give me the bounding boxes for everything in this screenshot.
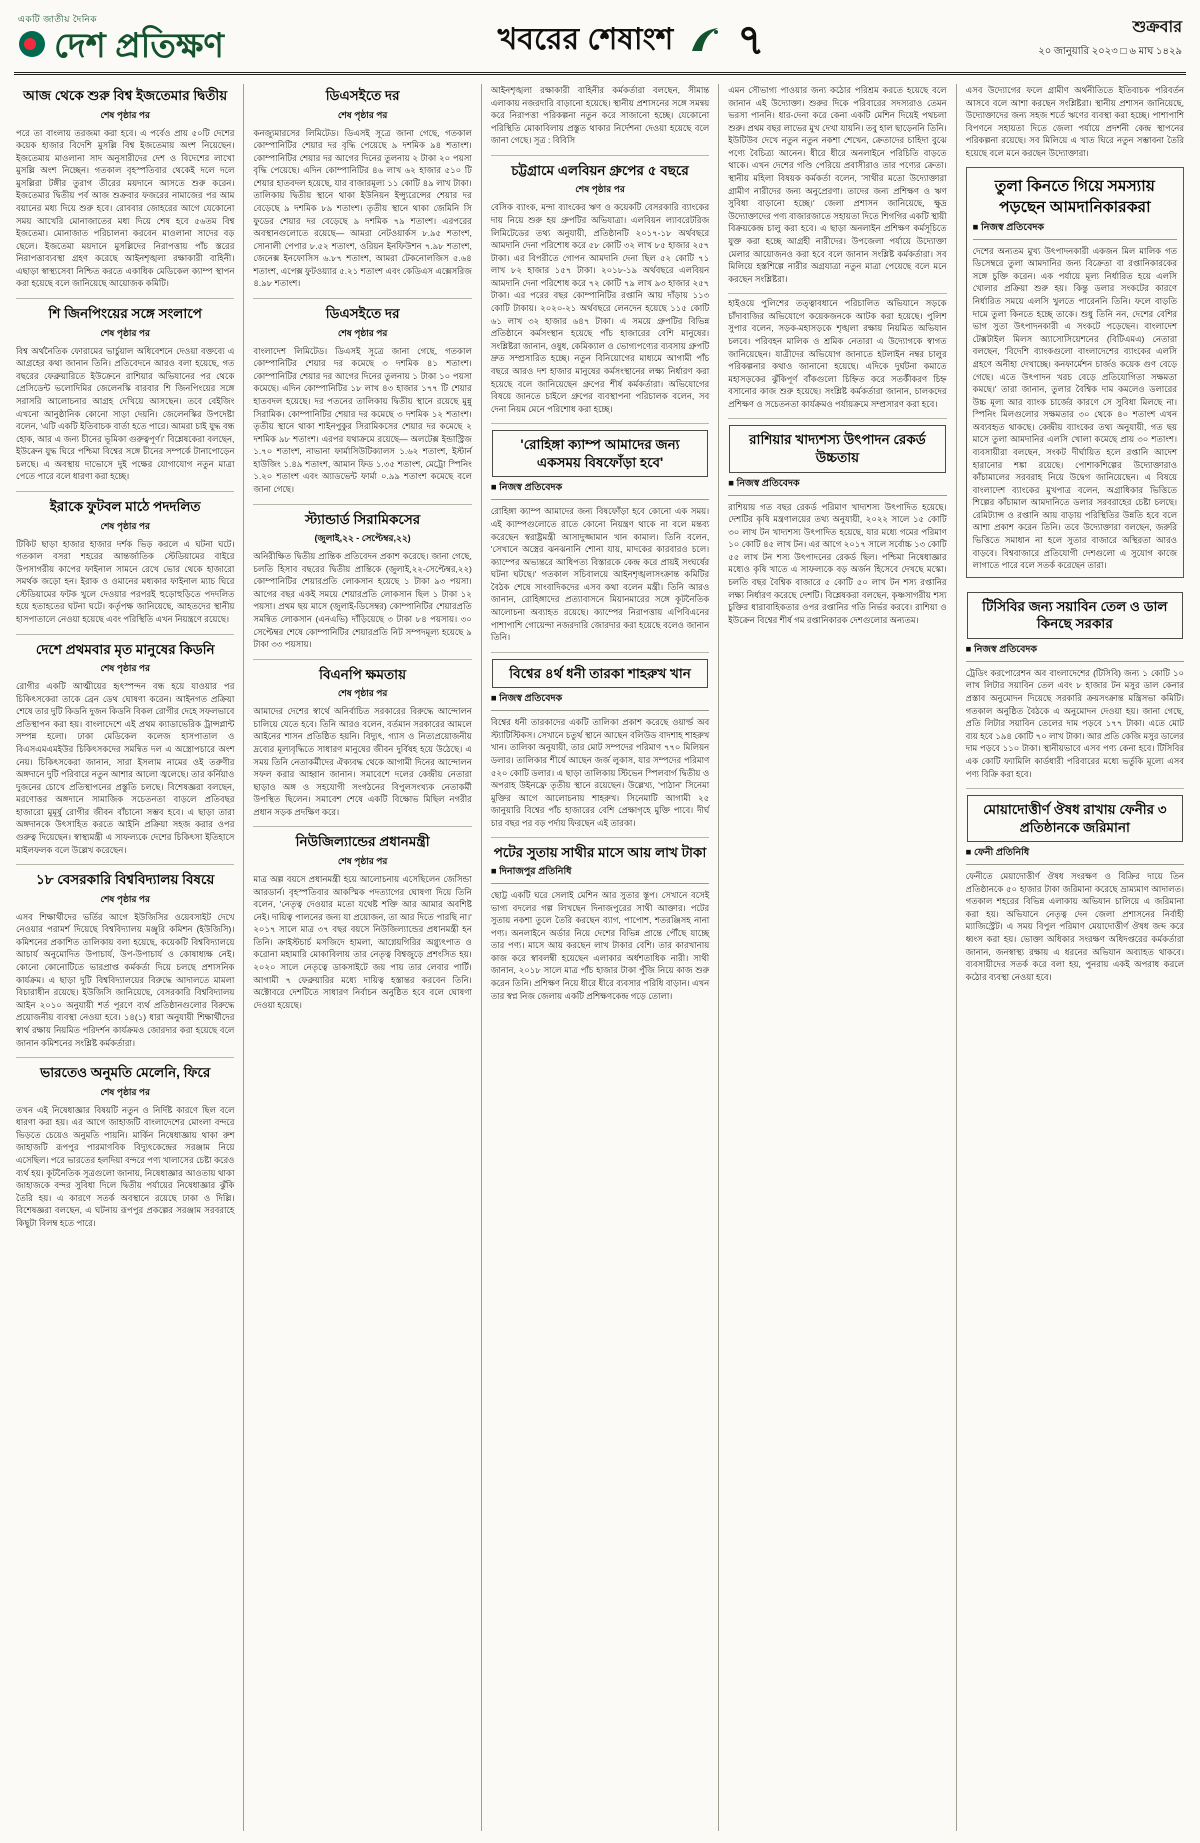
masthead-brand (18, 12, 224, 63)
article-body: হাইওয়ে পুলিশের তত্ত্বাবধানে পরিচালিত অভিযানে সড়কে চাঁদাবাজির অভিযোগে কয়েকজনকে আটক করা হয়েছে। পুলিশ সুপার বলেন, সড়ক-মহাসড়কে শৃঙ্খলা রক্ষায় নিয়মিত অভিযান চলবে। পরিবহন মালিক ও শ্রমিক নেতারা এ উদ্যোগকে স্বাগত জানিয়েছেন। যাত্রীদের অভিযোগ জানাতে হটলাইন নম্বর চালুর পরিকল্পনার কথাও জানানো হয়েছে। এদিকে দুর্ঘটনা কমাতে মহাসড়কের ঝুঁকিপূর্ণ বাঁকগুলো চিহ্নিত করে সতর্কীকরণ চিহ্ন বসানোর কাজ শুরু হয়েছে। সংশ্লিষ্ট কর্মকর্তারা জানান, চালকদের প্রশিক্ষণ ও সচেতনতা কার্যক্রমও পর্যায়ক্রমে সম্প্রসারণ করা হবে। (728, 298, 947, 409)
article-continued-byline: শেষ পৃষ্ঠার পর (337, 856, 388, 867)
article (491, 652, 709, 830)
column-4 (718, 84, 955, 1831)
article-continued-byline: শেষ পৃষ্ঠার পর (100, 1086, 150, 1097)
article-body: এসব শিক্ষার্থীদের ভর্তির আগে ইউজিসির ওয়েবসাইট দেখে নেওয়ার পরামর্শ দিয়েছে বিশ্ববিদ্যালয় মঞ্জুরি কমিশন (ইউজিসি)। কমিশনের প্রকাশিত তালিকায় বলা হয়েছে, কয়েকটি বিশ্ববিদ্যালয়ে আচার্য অনুমোদিত উপাচার্য, উপ-উপাচার্য ও কোষাধ্যক্ষ নেই। কোনো কোনোটিতে ভারপ্রাপ্ত কর্মকর্তা দিয়ে চলছে প্রশাসনিক কার্যক্রম। এ ছাড়া দুটি বিশ্ববিদ্যালয়ের বিরুদ্ধে আদালতে মামলা বিচারাধীন রয়েছে। ইউজিসি জানিয়েছে, বেসরকারি বিশ্ববিদ্যালয় আইন ২০১০ অনুযায়ী শর্ত পূরণে ব্যর্থ প্রতিষ্ঠানগুলোর বিরুদ্ধে প্রয়োজনীয় ব্যবস্থা নেওয়া হবে। ১৪(১) ধারা অনুযায়ী শিক্ষার্থীদের স্বার্থ রক্ষায় নিয়মিত পরিদর্শন কার্যক্রমও জোরদার করা হয়েছে বলে জানান কমিশনের সংশ্লিষ্ট কর্মকর্তারা। (16, 911, 235, 1048)
article-headline: বিএনপি ক্ষমতায় (319, 666, 407, 682)
article (491, 155, 709, 415)
article-headline: তুলা কিনতে গিয়ে সমস্যায় পড়ছেন আমদানিকারকরা (994, 178, 1155, 216)
article-body: রোগীর একটি আত্মীয়ের হৃৎস্পন্দন বন্ধ হয়ে যাওয়ার পর চিকিৎসকেরা তাকে ব্রেন ডেথ ঘোষণা করেন। আইনগত প্রক্রিয়া শেষে তার দুটি কিডনি দুজন কিডনি বিকল রোগীর দেহে সফলভাবে প্রতিস্থাপন করা হয়। বাংলাদেশে এই প্রথম ক্যাডাভেরিক ট্রান্সপ্লান্ট সম্পন্ন হলো। ঢাকা মেডিকেল কলেজ হাসপাতাল ও বিএসএমএমইউর চিকিৎসকদের সমন্বিত দল এ অস্ত্রোপচারে অংশ নেয়। চিকিৎসকেরা জানান, সারা ইসলাম নামের ওই তরুণীর অঙ্গদানে দুটি পরিবারে নতুন আশার আলো জ্বলেছে। তার কর্নিয়াও দুজনের চোখে প্রতিস্থাপনের প্রস্তুতি চলছে। বিশেষজ্ঞরা বলছেন, মরণোত্তর অঙ্গদানে সামাজিক সচেতনতা বাড়লে প্রতিবছর হাজারো মুমূর্ষু রোগীর জীবন বাঁচানো সম্ভব হবে। এ ছাড়া তারা অঙ্গদানকে উৎসাহিত করতে আইনি প্রক্রিয়া সহজ করার ওপর গুরুত্ব দিয়েছেন। স্বাস্থ্যমন্ত্রী এ সাফল্যকে দেশের চিকিৎসা ইতিহাসে মাইলফলক বলে উল্লেখ করেছেন। (16, 681, 235, 855)
article-body: পরে তা বাংলায় তরজমা করা হবে। এ পর্বেও প্রায় ৫০টি দেশের কয়েক হাজার বিদেশি মুসল্লি বিশ্ব ইজতেমায় অংশ নিয়েছেন। ইজতেমায় মাওলানা সাদ অনুসারীদের দেশ ও বিদেশের লাখো মুসল্লি অংশ নিচ্ছেন। গতকাল বৃহস্পতিবার থেকেই দলে দলে মুসল্লিরা টঙ্গীর তুরাগ তীরের ময়দানে আসতে শুরু করেন। ইজতেমার দ্বিতীয় পর্ব আজ শুক্রবার ফজরের নামাজের পর আম বয়ানের মধ্য দিয়ে শুরু হবে। রোববার জোহরের আগে যেকোনো সময় আখেরি মোনাজাতের মধ্য দিয়ে শেষ হবে ৫৬তম বিশ্ব ইজতেমা। মোনাজাত পরিচালনা করবেন মাওলানা সাদের বড় ছেলে। ইজতেমা ময়দানে মুসল্লিদের নিরাপত্তায় পাঁচ স্তরের নিরাপত্তাব্যবস্থা গ্রহণ করেছে আইনশৃঙ্খলা রক্ষাকারী বাহিনী। এছাড়া স্বাস্থ্যসেবা নিশ্চিত করতে একাধিক মেডিকেল ক্যাম্প স্থাপন করা হয়েছে বলে জানিয়েছে আয়োজক কমিটি। (16, 127, 235, 289)
article-body: আইনশৃঙ্খলা রক্ষাকারী বাহিনীর কর্মকর্তারা বলছেন, সীমান্ত এলাকায় নজরদারি বাড়ানো হয়েছে। স্থানীয় প্রশাসনের সঙ্গে সমন্বয় করে নিরাপত্তা পরিকল্পনা নতুন করে সাজানো হচ্ছে। যেকোনো পরিস্থিতি মোকাবিলায় প্রস্তুত থাকার নির্দেশনা দেওয়া হয়েছে বলে জানা গেছে। সূত্র : বিবিসি (490, 85, 710, 146)
column-5 (956, 84, 1186, 1831)
article-continued-byline: (জুলাই,২২ - সেপ্টেম্বর,২২) (314, 533, 411, 544)
section-block (497, 16, 765, 63)
article (966, 84, 1184, 159)
article (253, 87, 471, 290)
date-line: ২০ জানুয়ারি ২০২৩ □ ৬ মাঘ ১৪২৯ (1038, 46, 1182, 57)
article (491, 837, 709, 1002)
article-body: দেশের অন্যতম মুখ্য উৎপাদনকারী একজন মিল মালিক গত ডিসেম্বরে তুলা আমদানির জন্য বিক্রেতা বা রপ্তানিকারকের সঙ্গে চুক্তি করেন। এক পর্যায়ে মূল্য নির্ধারিত হয়ে এলসি খোলার প্রক্রিয়া শুরু হয়। কিন্তু ডলার সংকটের কারণে নির্ধারিত সময়ে এলসি খুলতে পারেননি তিনি। ফলে বাড়তি দামে তুলা কিনতে হচ্ছে তাকে। শুধু তিনি নন, দেশের বেশির ভাগ সুতা উৎপাদনকারী এ সংকটে পড়েছেন। বাংলাদেশ টেক্সটাইল মিলস অ্যাসোসিয়েশনের (বিটিএমএ) নেতারা বলছেন, 'বিদেশি ব্যাংকগুলো বাংলাদেশের ব্যাংকের এলসি গ্রহণে অনীহা দেখাচ্ছে। কনফার্মেশন চার্জও কয়েক গুণ বেড়ে গেছে। এতে উৎপাদন খরচ বেড়ে প্রতিযোগিতা সক্ষমতা কমছে।' তারা জানান, তুলার বৈশ্বিক দাম কমলেও ডলারের উচ্চ মূল্য আর ব্যাংক চার্জের কারণে সে সুবিধা মিলছে না। স্পিনিং মিলগুলোর সক্ষমতার ৩০ থেকে ৪০ শতাংশ এখন অব্যবহৃত থাকছে। কেন্দ্রীয় ব্যাংকের তথ্য অনুযায়ী, গত ছয় মাসে তুলা আমদানির এলসি খোলা কমেছে প্রায় ৩০ শতাংশ। ব্যবসায়ীরা বলছেন, সংকট দীর্ঘায়িত হলে রপ্তানি আদেশ হারানোর শঙ্কা রয়েছে। পোশাকশিল্পের উদ্যোক্তারাও কাঁচামালের সরবরাহ নিয়ে উদ্বেগ জানিয়েছেন। এ বিষয়ে বাংলাদেশ ব্যাংকের মুখপাত্র বলেন, অগ্রাধিকার ভিত্তিতে শিল্পের কাঁচামাল আমদানিতে ডলার সরবরাহের চেষ্টা চলছে। রেমিট্যান্স ও রপ্তানি আয় বাড়ায় পরিস্থিতির উন্নতি হবে বলে আশা প্রকাশ করেন তিনি। তবে উদ্যোক্তারা বলছেন, জরুরি ভিত্তিতে সমাধান না হলে সুতার বাজারে অস্থিরতা আরও বাড়বে। বিশ্ববাজারে প্রতিযোগী দেশগুলো এ সুযোগ কাজে লাগাতে পারে বলে সতর্ক করেছেন তারা। (972, 245, 1178, 571)
column-1 (14, 84, 243, 1831)
article (253, 504, 471, 651)
article-continued-byline: শেষ পৃষ্ঠার পর (337, 688, 388, 699)
column-3 (481, 84, 718, 1831)
article-continued-byline: শেষ পৃষ্ঠার পর (100, 663, 150, 674)
article-reporter-byline: ■ নিজস্ব প্রতিবেদক (973, 221, 1177, 240)
article (253, 826, 471, 1011)
article-headline: বিশ্বের ৪র্থ ধনী তারকা শাহরুখ খান (492, 659, 708, 689)
article-reporter-byline: ■ ফেনী প্রতিনিধি (966, 846, 1184, 865)
article-headline: পটের সুতায় সাথীর মাসে আয় লাখ টাকা (493, 845, 707, 861)
article-body: আমাদের দেশের স্বার্থে অনির্বাচিত সরকারের বিরুদ্ধে আন্দোলন চালিয়ে যেতে হবে। তিনি আরও বলেন, বর্তমান সরকারের আমলে আইনের শাসন প্রতিষ্ঠিত হয়নি। বিদ্যুৎ, গ্যাস ও নিত্যপ্রয়োজনীয় দ্রব্যের মূল্যবৃদ্ধিতে সাধারণ মানুষের জীবন দুর্বিষহ হয়ে উঠেছে। এ সময় তিনি নেতাকর্মীদের ঐক্যবদ্ধ থেকে আগামী দিনের আন্দোলন সফল করার আহ্বান জানান। সমাবেশে দলের কেন্দ্রীয় নেতারা ছাড়াও অঙ্গ ও সহযোগী সংগঠনের বিপুলসংখ্যক নেতাকর্মী উপস্থিত ছিলেন। সমাবেশ শেষে একটি বিক্ষোভ মিছিল নগরীর প্রধান সড়ক প্রদক্ষিণ করে। (253, 706, 472, 817)
page-number: ৭ (737, 16, 765, 63)
weekday: শুক্রবার (1132, 19, 1182, 36)
page-header (14, 8, 1186, 75)
article (966, 167, 1184, 577)
article (16, 634, 234, 857)
date-block (1038, 14, 1182, 63)
columns (14, 84, 1186, 1831)
article-body: রাশিয়ায় গত বছর রেকর্ড পরিমাণ খাদ্যশস্য উৎপাদিত হয়েছে। দেশটির কৃষি মন্ত্রণালয়ের তথ্য অনুযায়ী, ২০২২ সালে ১৫ কোটি ৩০ লাখ টন খাদ্যশস্য উৎপাদিত হয়েছে, যার মধ্যে গমের পরিমাণ ১০ কোটি ৪৫ লাখ টন। এর আগে ২০১৭ সালে সর্বোচ্চ ১৩ কোটি ৫৫ লাখ টন শস্য উৎপাদনের রেকর্ড ছিল। পশ্চিমা নিষেধাজ্ঞার মধ্যেও কৃষি খাতে এ সাফল্যকে বড় অর্জন হিসেবে দেখছে মস্কো। চলতি বছর বৈশ্বিক বাজারে ৫ কোটি ৫০ লাখ টন শস্য রপ্তানির লক্ষ্য নির্ধারণ করেছে দেশটি। বিশ্লেষকরা বলছেন, কৃষ্ণসাগরীয় শস্য চুক্তির ধারাবাহিকতার ওপর রপ্তানির গতি নির্ভর করবে। রাশিয়া ও ইউক্রেন বিশ্বের শীর্ষ গম রপ্তানিকারক দেশগুলোর অন্যতম। (728, 501, 947, 625)
article-body: এসব উদ্যোগের ফলে গ্রামীণ অর্থনীতিতে ইতিবাচক পরিবর্তন আসবে বলে আশা করছেন সংশ্লিষ্টরা। স্থানীয় প্রশাসন জানিয়েছে, উদ্যোক্তাদের জন্য সহজ শর্তে ঋণের ব্যবস্থা করা হচ্ছে। পাশাপাশি বিপণনে সহায়তা দিতে জেলা পর্যায়ে প্রদর্শনী কেন্দ্র স্থাপনের পরিকল্পনা রয়েছে। সব মিলিয়ে এ খাত ঘিরে নতুন সম্ভাবনা তৈরি হয়েছে বলে মনে করছেন উদ্যোক্তারা। (965, 85, 1185, 158)
article-headline: চট্টগ্রামে এলবিয়ন গ্রুপের ৫ বছরে (511, 162, 689, 178)
article (728, 418, 946, 626)
article (491, 84, 709, 147)
article-reporter-byline: ■ দিনাজপুর প্রতিনিধি (491, 865, 709, 884)
article-reporter-byline: ■ নিজস্ব প্রতিবেদক (966, 643, 1184, 662)
article-headline: 'রোহিঙ্গা ক্যাম্প আমাদের জন্য একসময় বিষফোঁড়া হবে' (492, 430, 708, 477)
article-headline: ডিএসইতে দর (325, 306, 400, 322)
article-body: বিশ্বের ধনী তারকাদের একটি তালিকা প্রকাশ করেছে ওয়ার্ল্ড অব স্ট্যাটিস্টিকস। সেখানে চতুর্থ স্থানে আছেন বলিউড বাদশাহ শাহরুখ খান। তালিকা অনুযায়ী, তার মোট সম্পদের পরিমাণ ৭৭০ মিলিয়ন ডলার। তালিকার শীর্ষে আছেন জর্জ লুকাস, যার সম্পদের পরিমাণ ৫২০ কোটি ডলার। এ ছাড়া তালিকায় স্টিভেন স্পিলবার্গ দ্বিতীয় ও অপরাহ উইনফ্রে তৃতীয় স্থানে রয়েছেন। উল্লেখ্য, 'পাঠান' সিনেমা মুক্তির আগে আলোচনায় শাহরুখ। সিনেমাটি আগামী ২৫ জানুয়ারি বিশ্বের পাঁচ হাজারের বেশি প্রেক্ষাগৃহে মুক্তি পাবে। দীর্ঘ চার বছর পর বড় পর্দায় ফিরছেন এই তারকা। (490, 717, 710, 828)
article-headline: ভারতেও অনুমতি মেলেনি, ফিরে (40, 1065, 211, 1081)
masthead-tagline: একটি জাতীয় দৈনিক (18, 14, 98, 24)
article-body: এমন সৌভাগ্য পাওয়ার জন্য কঠোর পরিশ্রম করতে হয়েছে বলে জানান এই উদ্যোক্তা। শুরুর দিকে পরিবারের সদস্যরাও তেমন ভরসা পাননি। ধার-দেনা করে কেনা একটি মেশিন দিয়েই পথচলা শুরু। প্রথম বছর লাভের মুখ দেখা যায়নি। তবু হাল ছাড়েননি তিনি। ইউটিউব দেখে নতুন নতুন নকশা শেখেন, ক্রেতাদের চাহিদা বুঝে পণ্যে বৈচিত্র্য আনেন। ধীরে ধীরে অনলাইনে পরিচিতি বাড়তে থাকে। এখন দেশের গণ্ডি পেরিয়ে প্রবাসীরাও তার পণ্যের ক্রেতা। স্থানীয় মহিলা বিষয়ক কর্মকর্তা বলেন, 'সাথীর মতো উদ্যোক্তারা গ্রামীণ নারীদের জন্য অনুপ্রেরণা। তাদের জন্য প্রশিক্ষণ ও ঋণ সুবিধা বাড়ানো হচ্ছে।' জেলা প্রশাসন জানিয়েছে, ক্ষুদ্র উদ্যোক্তাদের পণ্য বাজারজাতে সহায়তা দিতে শিগগির একটি স্থায়ী বিক্রয়কেন্দ্র চালু করা হবে। এ ছাড়া অনলাইন প্রশিক্ষণ কর্মসূচিতে যুক্ত করা হচ্ছে আগ্রহী নারীদের। উপজেলা পর্যায়ে উদ্যোক্তা মেলার আয়োজনও করা হবে বলে জানান সংশ্লিষ্ট কর্মকর্তারা। সব মিলিয়ে হস্তশিল্পে নারীর অগ্রযাত্রা নতুন মাত্রা পেয়েছে বলে মনে করছেন সংশ্লিষ্টরা। (728, 85, 947, 284)
article-headline: শি জিনপিংয়ের সঙ্গে সংলাপে (48, 306, 202, 322)
article-headline: টিসিবির জন্য সয়াবিন তেল ও ডাল কিনছে সরকার (967, 592, 1183, 639)
article-headline: দেশে প্রথমবার মৃত মানুষের কিডনি (35, 641, 215, 657)
article-continued-byline: শেষ পৃষ্ঠার পর (100, 893, 150, 904)
article (16, 298, 234, 483)
flag-logo-icon (18, 30, 46, 63)
article-headline: নিউজিল্যান্ডের প্রধানমন্ত্রী (295, 834, 430, 850)
article-body: বাংলাদেশ লিমিটেড। ডিএসই সূত্রে জানা গেছে, গতকাল কোম্পানিটির শেয়ার দর কমেছে ৩ দশমিক ৪১ শতাংশ। কোম্পানিটির শেয়ার দর আগের দিনের তুলনায় ১ টাকা ১০ পয়সা কমেছে। এদিন কোম্পানিটির ১৮ লাখ ৪৩ হাজার ১৭৭ টি শেয়ার হাতবদল হয়েছে। দর পতনের তালিকায় দ্বিতীয় স্থানে রয়েছে মুন্নু সিরামিক। কোম্পানিটির শেয়ার দর কমেছে ৩ দশমিক ১২ শতাংশ। তৃতীয় স্থানে থাকা শাইনপুকুর সিরামিকসের শেয়ার দর কমেছে ২ দশমিক ৯৮ শতাংশ। এরপর যথাক্রমে রয়েছে— অলটেক্স ইন্ডাস্ট্রিজ ১.৭০ শতাংশ, নাভানা ফার্মাসিউটিক্যালস ১.৬২ শতাংশ, ইস্টার্ন হাউজিং ১.৪৯ শতাংশ, আমান ফিড ১.৩৫ শতাংশ, মেট্রো স্পিনিং ১.২০ শতাংশ এবং অ্যাডভেন্ট ফার্মা ০.৯৯ শতাংশ কমেছে বলে জানা গেছে। (253, 345, 472, 494)
article-body: ছোট্ট একটি ঘরে সেলাই মেশিন আর সুতার স্তূপ। সেখানে বসেই ভাগ্য বদলের গল্প লিখছেন দিনাজপুরের সাথী আক্তার। পটের সুতায় নকশা তুলে তৈরি করছেন ব্যাগ, পাপোশ, শতরঞ্জিসহ নানা পণ্য। অনলাইনে অর্ডার নিয়ে দেশের বিভিন্ন প্রান্তে পৌঁছে যাচ্ছে তার পণ্য। মাসে আয় করছেন লাখ টাকার বেশি। তার কারখানায় কাজ করে স্বাবলম্বী হয়েছেন এলাকার অর্ধশতাধিক নারী। সাথী জানান, ২০১৮ সালে মাত্র পাঁচ হাজার টাকা পুঁজি নিয়ে কাজ শুরু করেন তিনি। প্রশিক্ষণ নিয়ে ধীরে ধীরে ব্যবসার পরিধি বাড়ান। এখন তার স্বপ্ন নিজ জেলায় একটি প্রশিক্ষণকেন্দ্র গড়ে তোলা। (490, 890, 710, 1001)
article-body: রোহিঙ্গা ক্যাম্প আমাদের জন্য বিষফোঁড়া হবে কোনো এক সময়। এই ক্যাম্পগুলোতে রাতে কোনো নিয়ন্ত্রণ থাকে না বলে মন্তব্য করেছেন স্বরাষ্ট্রমন্ত্রী আসাদুজ্জামান খান কামাল। তিনি বলেন, 'সেখানে অস্ত্রের ঝনঝনানি শোনা যায়, মাদকের কারবারও চলে। ক্যাম্পের অভ্যন্তরে আধিপত্য বিস্তারকে কেন্দ্র করে প্রায়ই সংঘর্ষের ঘটনা ঘটছে।' গতকাল সচিবালয়ে আইনশৃঙ্খলাসংক্রান্ত কমিটির বৈঠক শেষে সাংবাদিকদের এসব কথা বলেন মন্ত্রী। তিনি আরও জানান, রোহিঙ্গাদের প্রত্যাবাসনে মিয়ানমারের সঙ্গে কূটনৈতিক আলোচনা অব্যাহত রয়েছে। ক্যাম্পের নিরাপত্তায় এপিবিএনের পাশাপাশি গোয়েন্দা নজরদারি জোরদার করা হয়েছে বলেও জানান তিনি। (490, 506, 710, 643)
article-reporter-byline: ■ নিজস্ব প্রতিবেদক (491, 481, 709, 500)
article-continued-byline: শেষ পৃষ্ঠার পর (100, 327, 150, 338)
masthead-title: দেশ প্রতিক্ষণ (54, 27, 224, 65)
article (491, 423, 709, 643)
article-body: বেসিক ব্যাংক, মন্দা ব্যাংকের ঋণ ও কয়েকটি বেসরকারি ব্যাংকের দায় নিয়ে শুরু হয় গ্রুপটির অভিযাত্রা। এলবিয়ন ল্যাবরেটরিজ লিমিটেডের তথ্য অনুযায়ী, প্রতিষ্ঠানটি ২০১৭-১৮ অর্থবছরে আমদানি দেনা পরিশোধ করে ৫৮ কোটি ৩২ লাখ ৮৫ হাজার ২৫৭ টাকা। এর বিপরীতে গোপন আমদানি দেনা ছিল ৫২ কোটি ৭১ লাখ ৮২ হাজার ১৫৭ টাকা। ২০১৮-১৯ অর্থবছরে এলবিয়ন আমদানি দেনা পরিশোধ করে ৭২ কোটি ৭৯ লাখ ৯৩ হাজার ২৫৭ টাকা। এর পরের বছর কোম্পানিটির রপ্তানি আয় দাঁড়ায় ১১৩ কোটি টাকায়। ২০২০-২১ অর্থবছরে লেনদেন হয়েছে ১১৫ কোটি ৬১ লাখ ৩২ হাজার ৬৪৭ টাকা। এ সময়ে গ্রুপটির বিভিন্ন প্রতিষ্ঠানে কর্মসংস্থান হয়েছে পাঁচ হাজারের বেশি মানুষের। সংশ্লিষ্টরা জানান, ওষুধ, কেমিক্যাল ও ভোগ্যপণ্যের ব্যবসায় গ্রুপটি দ্রুত সম্প্রসারিত হচ্ছে। নতুন বিনিয়োগের মাধ্যমে আগামী পাঁচ বছরে আরও দশ হাজার মানুষের কর্মসংস্থানের লক্ষ্য নির্ধারণ করা হয়েছে বলে জানিয়েছেন গ্রুপের শীর্ষ কর্মকর্তারা। অভিযোগের বিষয়ে জানতে চাইলে গ্রুপের ব্যবস্থাপনা পরিচালক বলেন, সব দেনা নিয়ম মেনে পরিশোধ করা হচ্ছে। (490, 202, 710, 414)
article-reporter-byline: ■ নিজস্ব প্রতিবেদক (491, 692, 709, 711)
article-continued-byline: শেষ পৃষ্ঠার পর (100, 520, 150, 531)
article-body: ফেনীতে মেয়াদোত্তীর্ণ ঔষধ সংরক্ষণ ও বিক্রির দায়ে তিন প্রতিষ্ঠানকে ৫০ হাজার টাকা জরিমানা করেছে ভ্রাম্যমাণ আদালত। গতকাল শহরের বিভিন্ন এলাকায় অভিযান চালিয়ে এ জরিমানা করা হয়। অভিযানে নেতৃত্ব দেন জেলা প্রশাসনের নির্বাহী ম্যাজিস্ট্রেট। এ সময় বিপুল পরিমাণ মেয়াদোত্তীর্ণ ঔষধ জব্দ করে ধ্বংস করা হয়। ভোক্তা অধিকার সংরক্ষণ অধিদপ্তরের কর্মকর্তারা জানান, জনস্বাস্থ্য রক্ষায় এ ধরনের অভিযান অব্যাহত থাকবে। ব্যবসায়ীদের সতর্ক করে বলা হয়, পুনরায় একই অপরাধ করলে কঠোর ব্যবস্থা নেওয়া হবে। (965, 871, 1185, 982)
article-body: কনজ্যুমারসের লিমিটেড। ডিএসই সূত্রে জানা গেছে, গতকাল কোম্পানিটির শেয়ার দর বৃদ্ধি পেয়েছে ৯ দশমিক ৯৪ শতাংশ। কোম্পানিটির শেয়ার দর আগের দিনের তুলনায় ২ টাকা ২০ পয়সা বৃদ্ধি পেয়েছে। এদিন কোম্পানিটির ৪৬ লাখ ৬২ হাজার ৫১০ টি শেয়ার হাতবদল হয়েছে, যার বাজারমূল্য ১১ কোটি ৪৯ লাখ টাকা। তালিকায় দ্বিতীয় স্থানে থাকা ইউনিয়ন ইন্স্যুরেন্সের শেয়ার দর বেড়েছে ৯ দশমিক ৮৯ শতাংশ। তৃতীয় স্থানে থাকা জেমিনি সি ফুডের শেয়ার দর বেড়েছে ৯ দশমিক ৭৯ শতাংশ। এরপরের অবস্থানগুলোতে রয়েছে— আমরা নেটওয়ার্কস ৮.৯৫ শতাংশ, সোনালী পেপার ৮.৫২ শতাংশ, ওরিয়ন ইনফিউশন ৭.৯৮ শতাংশ, জেনেক্স ইনফোসিস ৬.৮৭ শতাংশ, আমরা টেকনোলজিস ৫.৬৪ শতাংশ, এপেক্স ফুটওয়্যার ৫.২১ শতাংশ এবং কেডিএস এক্সেসরিজ ৪.৯৮ শতাংশ। (253, 127, 472, 289)
article (253, 298, 471, 495)
article-headline: আজ থেকে শুরু বিশ্ব ইজতেমার দ্বিতীয় (23, 88, 228, 103)
article-headline: মোয়াদোত্তীর্ণ ঔষধ রাখায় ফেনীর ৩ প্রতিষ্ঠানকে জরিমানা (967, 795, 1183, 842)
article (728, 293, 946, 410)
article-headline: ১৮ বেসরকারি বিশ্ববিদ্যালয় বিষয়ে (36, 872, 215, 888)
article-body: টিকিট ছাড়া হাজার হাজার দর্শক ভিড় করলে এ ঘটনা ঘটে। গতকাল বসরা শহরের আন্তর্জাতিক স্টেডিয়ামের বাইরে উপসাগরীয় কাপের ফাইনাল সামনে রেখে ভোর থেকে হাজারো সমর্থক জড়ো হন। ইরাক ও ওমানের মধ্যকার ফাইনাল ম্যাচ ঘিরে স্টেডিয়ামের ফটক খুলে দেওয়ার পরপরই হুড়োহুড়িতে পদদলিত হয়ে হতাহতের ঘটনা ঘটে। কর্তৃপক্ষ জানিয়েছে, আহতদের স্থানীয় হাসপাতালে নেওয়া হয়েছে এবং পরিস্থিতি এখন নিয়ন্ত্রণে রয়েছে। (16, 538, 235, 624)
article-reporter-byline: ■ নিজস্ব প্রতিবেদক (728, 477, 946, 496)
article-headline: রাশিয়ার খাদ্যশস্য উৎপাদন রেকর্ড উচ্চতায় (729, 425, 945, 472)
article-body: অনিরীক্ষিত দ্বিতীয় প্রান্তিক প্রতিবেদন প্রকাশ করেছে। জানা গেছে, চলতি হিসাব বছরের দ্বিতীয় প্রান্তিকে (জুলাই,২২-সেপ্টেম্বর,২২) কোম্পানিটির শেয়ারপ্রতি লোকসান হয়েছে ১ টাকা ৯৩ পয়সা। আগের বছর একই সময়ে শেয়ারপ্রতি লোকসান ছিল ১ টাকা ১২ পয়সা। প্রথম ছয় মাসে (জুলাই-ডিসেম্বর) কোম্পানিটির শেয়ারপ্রতি সমন্বিত লোকসান (এনএভি) দাঁড়িয়েছে ৩ টাকা ৮৪ পয়সায়। ৩০ সেপ্টেম্বর শেষে কোম্পানিটির শেয়ারপ্রতি নিট সম্পদমূল্য হয়েছে ৯ টাকা ৩৩ পয়সায়। (253, 551, 472, 650)
article (728, 84, 946, 285)
article-continued-byline: শেষ পৃষ্ঠার পর (337, 109, 388, 120)
article-body: ট্রেডিং করপোরেশন অব বাংলাদেশের (টিসিবি) জন্য ১ কোটি ১০ লাখ লিটার সয়াবিন তেল এবং ৮ হাজার টন মসুর ডাল কেনার প্রস্তাব অনুমোদন দিয়েছে সরকারি ক্রয়সংক্রান্ত মন্ত্রিসভা কমিটি। গতকাল অনুষ্ঠিত বৈঠকে এ অনুমোদন দেওয়া হয়। জানা গেছে, প্রতি লিটার সয়াবিন তেলের দাম পড়বে ১৭৭ টাকা। এতে মোট ব্যয় হবে ১৯৪ কোটি ৭০ লাখ টাকা। আর প্রতি কেজি মসুর ডালের দাম পড়বে ১১০ টাকা। স্থানীয়ভাবে এসব পণ্য কেনা হবে। টিসিবির এক কোটি ফ্যামিলি কার্ডধারী পরিবারের মধ্যে ভর্তুকি মূল্যে এসব পণ্য বিক্রি করা হবে। (965, 667, 1185, 779)
article-body: বিশ্ব অর্থনৈতিক ফোরামের ভার্চুয়াল অধিবেশনে দেওয়া বক্তব্যে এ আগ্রহের কথা জানান তিনি। প্রতিবেদনে আরও বলা হয়েছে, গত বছরের ফেব্রুয়ারিতে ইউক্রেনে রাশিয়ার অভিযানের পর থেকে প্রেসিডেন্ট ভলোদিমির জেলেনস্কি বারবার শি জিনপিংয়ের সঙ্গে সরাসরি আলোচনার আগ্রহ দেখিয়ে আসছেন। তবে বেইজিং এখনো আনুষ্ঠানিক কোনো সাড়া দেয়নি। জেলেনস্কির উপদেষ্টা বলেন, 'এটি একটি ইতিবাচক বার্তা হতে পারে। আমরা চাই যুদ্ধ বন্ধ হোক, আর এ জন্য চীনের ভূমিকা গুরুত্বপূর্ণ।' বিশ্লেষকেরা বলছেন, ইউক্রেন যুদ্ধ ঘিরে পশ্চিমা বিশ্বের সঙ্গে চীনের সম্পর্কে টানাপোড়েন চলছে। এ অবস্থায় দাভোসে দুই পক্ষের যোগাযোগ নতুন মাত্রা পেতে পারে বলে ধারণা করা হচ্ছে। (16, 345, 235, 482)
article (16, 1057, 234, 1229)
ornament-icon (689, 26, 721, 54)
article-continued-byline: শেষ পৃষ্ঠার পর (575, 184, 625, 195)
article-headline: ডিএসইতে দর (325, 88, 400, 103)
article-continued-byline: শেষ পৃষ্ঠার পর (337, 327, 388, 338)
article (16, 864, 234, 1049)
article-body: তখন এই নিষেধাজ্ঞার বিষয়টি নতুন ও নির্দিষ্ট কারণে ছিল বলে ধারণা করা হয়। এর আগে জাহাজটি বাংলাদেশের মোংলা বন্দরে ভিড়তে চেয়েও অনুমতি পায়নি। মার্কিন নিষেধাজ্ঞায় থাকা রুশ জাহাজটি রূপপুর পারমাণবিক বিদ্যুৎকেন্দ্রের সরঞ্জাম নিয়ে এসেছিল। পরে ভারতের হলদিয়া বন্দরে পণ্য খালাসের চেষ্টা করেও ব্যর্থ হয়। কূটনৈতিক সূত্রগুলো জানায়, নিষেধাজ্ঞার আওতায় থাকা জাহাজকে বন্দর সুবিধা দিলে দ্বিতীয় পর্যায়ের নিষেধাজ্ঞার ঝুঁকি তৈরি হয়। এ কারণে সতর্ক অবস্থানে রয়েছে ঢাকা ও দিল্লি। বিশেষজ্ঞরা বলছেন, এ ঘটনায় রূপপুর প্রকল্পের সরঞ্জাম সরবরাহে কিছুটা বিলম্ব হতে পারে। (16, 1104, 235, 1228)
article-continued-byline: শেষ পৃষ্ঠার পর (100, 109, 150, 120)
article-headline: স্ট্যান্ডার্ড সিরামিকসের (305, 511, 421, 527)
article (966, 586, 1184, 780)
article-headline: ইরাকে ফুটবল মাঠে পদদলিত (49, 498, 201, 514)
article-body: মাত্র অল্প বয়সে প্রধানমন্ত্রী হয়ে আলোচনায় এসেছিলেন জেসিন্ডা আরডার্ন। বৃহস্পতিবার আকস্মিক পদত্যাগের ঘোষণা দিয়ে তিনি বলেন, 'নেতৃত্ব দেওয়ার মতো যথেষ্ট শক্তি আর আমার অবশিষ্ট নেই। দায়িত্ব পালনের জন্য যা প্রয়োজন, তা আর দিতে পারছি না।' ২০১৭ সালে মাত্র ৩৭ বছর বয়সে নিউজিল্যান্ডের প্রধানমন্ত্রী হন তিনি। ক্রাইস্টচার্চ মসজিদে হামলা, আগ্নেয়গিরির অগ্ন্যুৎপাত ও করোনা মহামারি মোকাবিলায় তার নেতৃত্ব বিশ্বজুড়ে প্রশংসিত হয়। ২০২০ সালে নেতৃত্বে ডাকসাইটে জয় পায় তার লেবার পার্টি। আগামী ৭ ফেব্রুয়ারির মধ্যে দায়িত্ব হস্তান্তর করবেন তিনি। অক্টোবরে দেশটিতে সাধারণ নির্বাচন অনুষ্ঠিত হবে বলে ঘোষণা দেওয়া হয়েছে। (253, 874, 472, 1010)
section-title: খবরের শেষাংশ (497, 23, 674, 56)
article (16, 87, 234, 290)
article (966, 788, 1184, 983)
article (16, 491, 234, 626)
article (253, 659, 471, 819)
column-2 (243, 84, 480, 1831)
